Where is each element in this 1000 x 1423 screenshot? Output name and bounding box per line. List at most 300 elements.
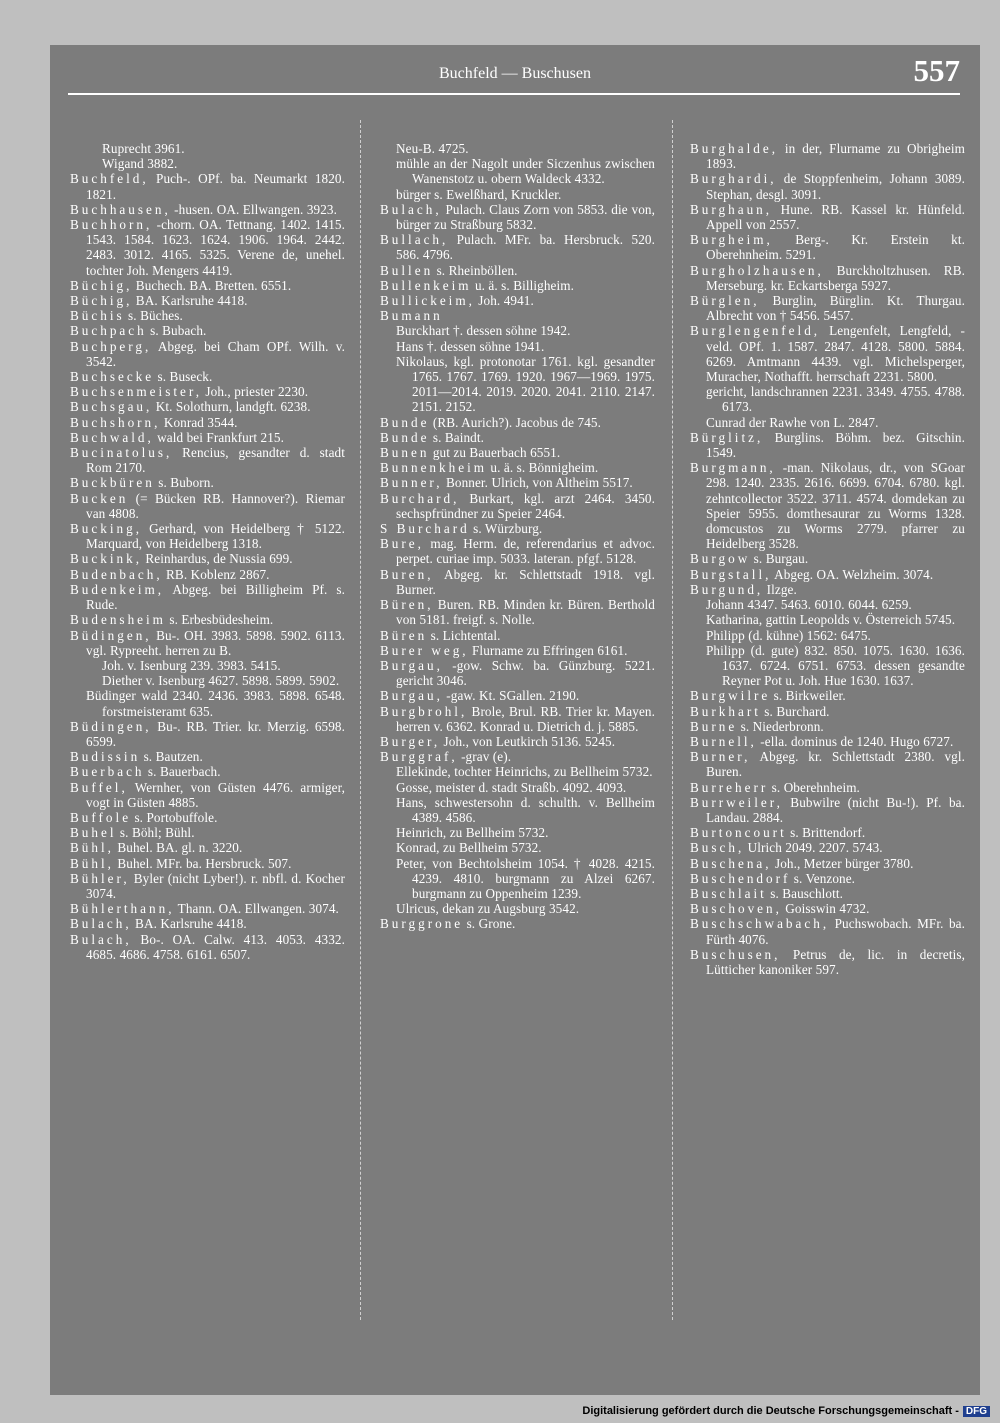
index-entry [380,475,655,490]
entry-headword: Burgheim, [690,232,773,248]
entry-text: Joh., Metzer bürger 3780. [771,855,914,871]
entry-headword: Burglengenfeld, [690,323,821,339]
index-entry [70,156,345,171]
entry-headword: Bulach, [380,201,442,217]
entry-text: mag. Herm. de, referendarius et advoc. perpet. curiae imp. 5033. lateran. pfgf. 5128. [396,536,655,567]
index-entry [690,460,965,551]
index-entry [70,217,345,278]
index-entry [380,734,655,749]
index-entry [70,810,345,825]
index-entry [690,916,965,946]
entry-text: Wigand 3882. [102,156,178,172]
entry-text: s. Portobuffole. [131,809,218,825]
entry-headword: Bürglen, [690,293,760,309]
index-entry [70,521,345,551]
entry-text: s. Büches. [124,308,183,324]
index-entry [70,916,345,931]
entry-text: Philipp (d. gute) 832. 850. 1075. 1630. 1636. 1637. 6724. 6751. 6753. dessen gesandte Reyner Pot u. Joh. Hue 1630. 1637. [706,642,965,689]
entry-headword: Burkhart [690,703,761,719]
header-rule [68,93,960,95]
entry-headword: Buschena, [690,855,772,871]
entry-headword: Bullenkeim [380,277,472,293]
entry-text: Rencius, gesandter d. stadt Rom 2170. [86,445,345,476]
entry-headword: Burghalde, [690,141,778,156]
entry-headword: Bürglitz, [690,429,764,445]
entry-text: Ulricus, dekan zu Augsburg 3542. [396,901,580,917]
index-entry [380,339,655,354]
entry-text: Nikolaus, kgl. protonotar 1761. kgl. gesandter 1765. 1767. 1769. 1920. 1967—1969. 1975. 2011—2014. 2019. 2020. 2041. 2110. 2147. 2151. 2152. [396,353,655,415]
entry-headword: Büren, [380,597,434,613]
entry-text: bürger s. Ewelßhard, Kruckler. [396,186,562,202]
index-entry [380,856,655,902]
entry-text: s. Buseck. [154,369,213,385]
index-entry [70,825,345,840]
entry-text: in der, Flurname zu Obrigheim 1893. [706,141,965,172]
book-page [50,45,980,1395]
entry-text: Wernher, von Güsten 4476. armiger, vogt in Güsten 4885. [86,779,345,810]
entry-headword: Büchig, [70,293,133,309]
index-entry [380,749,655,764]
entry-headword: Bullach, [380,232,449,248]
entry-text: s. Bauschlott. [766,885,844,901]
entry-text: Abgeg. kr. Schlettstadt 1918. vgl. Burner. [396,566,655,597]
entry-text: s. Brittendorf. [786,825,866,841]
index-entry [690,551,965,566]
entry-text: Abgeg. OA. Welzheim. 3074. [771,566,934,582]
entry-headword: Budenkeim, [70,581,165,597]
entry-headword: Buckink, [70,551,142,567]
index-entry [70,780,345,810]
entry-text: Pulach. Claus Zorn von 5853. die von, bürger zu Straßburg 5832. [396,201,655,233]
index-entry [70,612,345,627]
index-entry [380,232,655,262]
index-entry [70,415,345,430]
index-entry [690,749,965,779]
index-entry [70,171,345,201]
entry-headword: Buchhorn, [70,217,153,233]
entry-text: u. ä. s. Bönnigheim. [487,460,599,476]
entry-headword: Bühler, [70,870,130,886]
index-entry [690,719,965,734]
entry-text: s. Lichtental. [427,627,501,643]
entry-text: Peter, von Bechtolsheim 1054. † 4028. 4215. 4239. 4810. burgmann zu Alzei 6267. burgmann zu Oppenheim 1239. [396,855,655,901]
entry-headword: Buschendorf [690,870,791,886]
index-entry [380,688,655,703]
entry-text: Pulach. MFr. ba. Hersbruck. 520. 586. 4796. [396,232,655,263]
index-entry [380,916,655,931]
page-number: 557 [913,53,960,88]
entry-text: Ruprecht 3961. [102,141,185,156]
entry-headword: Busch, [690,840,745,856]
entry-text: Reinhardus, de Nussia 699. [142,551,293,567]
entry-text: Buren. RB. Minden kr. Büren. Berthold von 5181. freigf. s. Nolle. [396,597,655,628]
entry-headword: Burgstall, [690,566,772,582]
entry-text: Abgeg. kr. Schlettstadt 2380. vgl. Buren. [706,749,965,780]
index-entry [380,901,655,916]
index-entry [380,643,655,658]
index-entry [690,947,965,977]
entry-headword: Burner, [690,749,751,765]
entry-text: Joh. v. Isenburg 239. 3983. 5415. [102,657,281,673]
entry-text: Bubwilre (nicht Bu-!). Pf. ba. Landau. 2884. [706,794,965,825]
entry-headword: Buchpach [70,323,147,339]
index-entry [70,384,345,399]
entry-text: Burglins. Böhm. bez. Gitschin. 1549. [706,429,965,461]
entry-text: Büdinger wald 2340. 2436. 3983. 5898. 6548. forstmeisteramt 635. [86,688,345,719]
entry-text: Gerhard, von Heidelberg † 5122. Marquard, von Heidelberg 1318. [86,521,345,552]
entry-headword: Buffel, [70,779,128,795]
index-entry [690,612,965,627]
entry-text: s. Niederbronn. [737,718,824,734]
index-entry [70,278,345,293]
index-entry [690,430,965,460]
entry-headword: Buschschwabach, [690,916,830,932]
entry-text: mühle an der Nagolt under Siczenhus zwischen Wanenstotz u. obern Waldeck 4332. [396,156,655,187]
index-entry [380,430,655,445]
entry-headword: Bucinatolus, [70,445,173,461]
index-entry [70,932,345,962]
index-entry [70,293,345,308]
index-entry [380,491,655,521]
entry-headword: Burne [690,718,738,734]
index-entry [690,780,965,795]
running-title: Buchfeld — Buschusen [439,65,591,82]
index-entry [690,384,965,414]
entry-headword: Bunen [380,445,430,461]
entry-text: s. Bauerbach. [144,764,221,780]
entry-headword: Buchsenmeister, [70,384,202,400]
entry-headword: Buchshorn, [70,414,161,430]
entry-headword: Buckbüren [70,475,155,491]
entry-headword: Burgbrohl, [380,703,468,719]
entry-text: Joh., von Leutkirch 5136. 5245. [440,733,616,749]
index-entry [380,187,655,202]
entry-text: Burkart, kgl. arzt 2464. 3450. sechspfründner zu Speier 2464. [396,490,655,521]
entry-text: s. Burchard. [760,703,830,719]
footer-text: Digitalisierung gefördert durch die Deutsche Forschungsgemeinschaft - [582,1405,959,1417]
index-entry [70,840,345,855]
entry-text: Hans †. dessen söhne 1941. [396,338,545,354]
index-entry [70,764,345,779]
entry-text: Bonner. Ulrich, von Altheim 5517. [442,475,633,491]
entry-headword: Burggraf, [380,749,458,765]
entry-headword: Bulach, [70,916,132,932]
entry-text: s. Venzone. [790,870,856,886]
entry-text: Buchech. BA. Bretten. 6551. [132,277,292,293]
entry-text: s. Erbesbüdesheim. [165,612,274,628]
entry-headword: Büren [380,627,428,643]
entry-text: Thann. OA. Ellwangen. 3074. [174,901,339,917]
entry-headword: Burgwilre [690,688,771,704]
index-entry [690,840,965,855]
entry-text: Ulrich 2049. 2207. 5743. [744,840,883,856]
entry-headword: Bunde [380,414,430,430]
index-entry [70,491,345,521]
entry-headword: Büchig, [70,277,133,293]
entry-text: Goisswin 4732. [781,901,870,917]
index-entry [70,901,345,916]
index-entry [380,628,655,643]
entry-text: Heinrich, zu Bellheim 5732. [396,825,549,841]
dfg-logo: DFG [963,1406,990,1417]
index-entry [690,263,965,293]
entry-headword: Bunnenkheim [380,460,487,476]
index-entry [690,628,965,643]
index-entry [70,323,345,338]
entry-headword: Buschoven, [690,901,782,917]
index-entry [380,278,655,293]
entry-headword: Burgholzhausen, [690,262,824,278]
index-entry [690,704,965,719]
index-entry [380,354,655,415]
index-entry [70,871,345,901]
index-entry [690,795,965,825]
index-column-2 [380,141,655,932]
entry-text: s. Würzburg. [469,521,543,537]
entry-headword: Burggrone [380,916,464,932]
entry-headword: Büchis [70,308,125,324]
entry-headword: Bucken [70,490,129,506]
entry-headword: Burtoncourt [690,825,787,841]
index-entry [690,582,965,597]
index-entry [690,901,965,916]
entry-headword: Bunde [380,429,430,445]
entry-headword: Budensheim [70,612,166,628]
entry-headword: Buffole [70,809,132,825]
index-entry [380,445,655,460]
entry-headword: Bumann [380,308,443,324]
index-entry [380,764,655,779]
entry-text: s. Buborn. [154,475,214,491]
entry-text: Konrad 3544. [160,414,238,430]
entry-headword: Burgund, [690,581,764,597]
entry-headword: Burreherr [690,779,769,795]
index-entry [70,582,345,612]
index-entry [690,171,965,201]
entry-headword: Buhel [70,825,117,841]
entry-text: BA. Karlsruhe 4418. [132,293,248,309]
index-entry [380,658,655,688]
column-divider [360,120,362,1320]
entry-text: Buhel. BA. gl. n. 3220. [113,840,243,856]
entry-headword: Bühl, [70,855,114,871]
index-entry [70,551,345,566]
entry-text: s. Böhl; Bühl. [116,825,195,841]
entry-text: Burckholtzhusen. RB. Merseburg. kr. Eckartsberga 5927. [706,262,965,293]
entry-text: s. Birkweiler. [770,688,846,704]
index-entry [70,430,345,445]
index-entry [690,871,965,886]
entry-text: Berg-. Kr. Erstein kt. Oberehnheim. 5291. [706,232,965,263]
entry-text: Puch-. OPf. ba. Neumarkt 1820. 1821. [86,171,345,202]
index-entry [380,308,655,323]
entry-headword: Buschusen, [690,946,781,962]
entry-text: -ella. dominus de 1240. Hugo 6727. [756,733,954,749]
index-entry [690,323,965,384]
entry-headword: Burgmann, [690,460,776,476]
entry-text: Bu-. RB. Trier. kr. Merzig. 6598. 6599. [86,718,345,749]
index-entry [70,475,345,490]
entry-headword: Burnell, [690,733,757,749]
column-divider [672,120,674,1320]
entry-text: Joh., priester 2230. [202,384,309,400]
entry-headword: Büdingen, [70,718,152,734]
entry-headword: Burgow [690,551,751,567]
index-entry [380,323,655,338]
entry-text: gericht, landschrannen 2231. 3349. 4755. 4788. 6173. [706,384,965,415]
index-entry [690,415,965,430]
entry-text: -gow. Schw. ba. Günzburg. 5221. gericht 3046. [396,657,655,689]
index-entry [380,536,655,566]
entry-headword: Buren, [380,566,434,582]
index-entry [70,141,345,156]
entry-headword: Bullickeim, [380,293,475,309]
entry-headword: Buchperg, [70,338,152,354]
index-entry [70,567,345,582]
index-entry [70,658,345,673]
index-entry [380,567,655,597]
entry-headword: Bure, [380,536,424,552]
entry-headword: Burgau, [380,688,443,704]
entry-text: -husen. OA. Ellwangen. 3923. [170,201,338,217]
index-entry [380,795,655,825]
index-entry [70,445,345,475]
index-entry [70,339,345,369]
entry-headword: Burer weg, [380,642,469,658]
entry-text: Abgeg. bei Billigheim Pf. s. Rude. [86,581,345,613]
entry-headword: Buchsecke [70,369,155,385]
entry-text: Lengenfelt, Lengfeld, -veld. OPf. 1. 1587. 2847. 4128. 5800. 5884. 6269. Amtmann 4439. vgl. Michelsperger, Muracher, Nothafft. herrschaft 2231. 5800. [706,323,965,385]
entry-text: Puchswobach. MFr. ba. Fürth 4076. [706,916,965,947]
entry-text: Cunrad der Rawhe von L. 2847. [706,414,879,430]
entry-text: Bo-. OA. Calw. 413. 4053. 4332. 4685. 4686. 4758. 6161. 6507. [86,931,345,962]
entry-text: -chorn. OA. Tettnang. 1402. 1415. 1543. 1584. 1623. 1624. 1906. 1964. 2442. 2483. 3012. 4165. 5325. Verene de, unehel. tochter Joh. Mengers 4419. [86,217,345,278]
entry-headword: Buchwald, [70,429,154,445]
index-entry [70,688,345,718]
index-entry [380,156,655,186]
index-entry [690,825,965,840]
index-entry [380,704,655,734]
entry-text: -man. Nikolaus, dr., von SGoar 298. 1240. 2335. 2616. 6699. 6704. 6780. kgl. zehntcollector 3522. 3711. 4574. domdekan zu Speier 5955. domthesaurar zu Worms 1328. domcustos zu Worms 2779. pfarrer zu Heidelberg 3528. [706,460,965,552]
entry-headword: Bühlerthann, [70,901,175,917]
index-entry [380,460,655,475]
entry-text: de Stoppfenheim, Johann 3089. Stephan, desgl. 3091. [706,171,965,202]
index-entry [380,825,655,840]
index-entry [690,886,965,901]
index-entry [690,643,965,689]
entry-text: s. Bubach. [146,323,207,339]
entry-text: s. Burgau. [750,551,809,567]
entry-text: Katharina, gattin Leopolds v. Österreich 5745. [706,612,956,628]
index-entry [380,521,655,536]
entry-text: Flurname zu Effringen 6161. [468,642,628,658]
entry-headword: Burrweiler, [690,794,783,810]
index-entry [70,856,345,871]
entry-text: s. Grone. [463,916,516,932]
entry-headword: Budissin [70,749,141,765]
entry-headword: Buchfeld, [70,171,149,187]
entry-text: Ilzge. [763,581,797,597]
index-entry [690,202,965,232]
entry-headword: Burger, [380,733,441,749]
index-entry [690,597,965,612]
entry-text: wald bei Frankfurt 215. [153,429,284,445]
entry-text: gut zu Bauerbach 6551. [429,445,561,461]
entry-text: -gaw. Kt. SGallen. 2190. [442,688,580,704]
entry-headword: Bullen [380,262,434,278]
entry-headword: Bühl, [70,840,114,856]
index-entry [690,567,965,582]
index-entry [690,232,965,262]
entry-headword: S Burchard [380,521,470,537]
entry-text: Buhel. MFr. ba. Hersbruck. 507. [113,855,292,871]
index-entry [70,369,345,384]
entry-text: Abgeg. bei Cham OPf. Wilh. v. 3542. [86,338,345,369]
index-column-1 [70,141,345,962]
index-entry [690,688,965,703]
index-entry [690,734,965,749]
page-header [50,45,980,105]
index-entry [70,202,345,217]
entry-text: Gosse, meister d. stadt Straßb. 4092. 4093. [396,779,627,795]
entry-text: Hans, schwestersohn d. schulth. v. Bellheim 4389. 4586. [396,794,655,825]
entry-text: (RB. Aurich?). Jacobus de 745. [429,414,602,430]
entry-headword: Bucking, [70,521,142,537]
entry-text: Byler (nicht Lyber!). r. nbfl. d. Kocher 3074. [86,870,345,901]
entry-headword: Buschlait [690,885,767,901]
index-entry [690,141,965,171]
entry-text: Burglin, Bürglin. Kt. Thurgau. Albrecht von † 5456. 5457. [706,293,965,324]
entry-text: Neu-B. 4725. [396,141,469,156]
entry-text: Diether v. Isenburg 4627. 5898. 5899. 5902. [102,673,340,689]
entry-headword: Buchhausen, [70,201,171,217]
entry-headword: Bunner, [380,475,443,491]
entry-text: Johann 4347. 5463. 6010. 6044. 6259. [706,597,912,613]
index-entry [380,141,655,156]
entry-text: Hune. RB. Kassel kr. Hünfeld. Appell von 2557. [706,201,965,233]
entry-text: s. Oberehnheim. [768,779,860,795]
entry-text: s. Baindt. [429,429,485,445]
index-entry [70,308,345,323]
index-entry [380,263,655,278]
entry-text: Bu-. OH. 3983. 5898. 5902. 6113. vgl. Rypreeht. herren zu B. [86,627,345,658]
entry-headword: Burghaun, [690,201,773,217]
index-column-3 [690,141,965,977]
entry-text: Konrad, zu Bellheim 5732. [396,840,542,856]
entry-text: -grav (e). [457,749,512,765]
entry-text: (= Bücken RB. Hannover?). Riemar van 4808. [86,490,345,521]
entry-headword: Buerbach [70,764,145,780]
entry-headword: Burgau, [380,657,443,673]
index-entry [70,749,345,764]
entry-text: Brole, Brul. RB. Trier kr. Mayen. herren v. 6362. Konrad u. Dietrich d. j. 5885. [396,703,655,734]
entry-headword: Burghardi, [690,171,777,187]
entry-text: BA. Karlsruhe 4418. [131,916,247,932]
footer-credit [582,1405,990,1417]
index-entry [70,719,345,749]
index-entry [380,840,655,855]
index-entry [380,293,655,308]
entry-text: Joh. 4941. [474,293,534,309]
index-entry [690,856,965,871]
entry-text: Ellekinde, tochter Heinrichs, zu Bellheim 5732. [396,764,653,780]
entry-text: s. Rheinböllen. [433,262,518,278]
entry-headword: Burchard, [380,490,460,506]
entry-text: Petrus de, lic. in decretis, Lütticher kanoniker 597. [706,946,965,977]
entry-text: u. ä. s. Billigheim. [471,277,575,293]
entry-text: Philipp (d. kühne) 1562: 6475. [706,627,871,643]
entry-headword: Budenbach, [70,566,163,582]
